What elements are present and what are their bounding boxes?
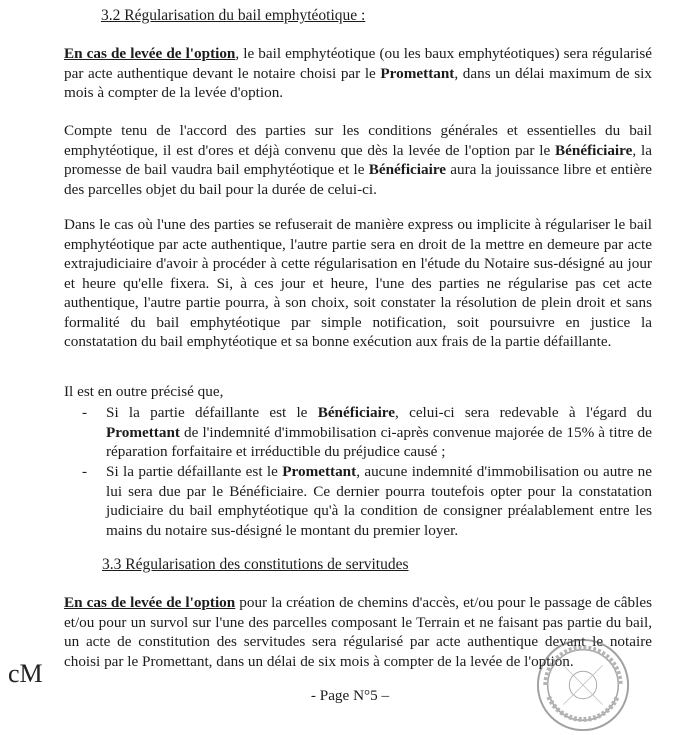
list-text: Si la partie défaillante est le	[106, 404, 318, 421]
page-number: - Page N°5 –	[310, 687, 390, 704]
lead-phrase: En cas de levée de l'option	[64, 45, 236, 62]
paragraph-levee-option	[64, 44, 652, 103]
list-item-text	[106, 403, 652, 462]
term-beneficiaire: Bénéficiaire	[368, 161, 447, 178]
list-text: Si la partie défaillante est le	[106, 463, 283, 480]
notary-stamp-icon	[534, 636, 632, 734]
bullet-dash: -	[82, 463, 88, 480]
list-text: de l'indemnité d'immobilisation ci-après convenue majorée de 15% à titre de réparation forfaitaire et irréductible du préjudice causé ;	[106, 423, 652, 460]
section-heading-3-2: 3.2 Régularisation du bail emphytéotique :	[101, 7, 366, 24]
list-item-text	[106, 462, 652, 540]
list-text: , aucune indemnité d'immobilisation ou autre ne lui sera due par le Bénéficiaire. Ce dernier pourra toutefois opter pour la constatation judiciaire du bail emphytéotique qu'à la condition de consigner préalablement entre les mains du notaire sus-désigné le montant du premier loyer.	[106, 463, 653, 539]
paragraph-text: aura la jouissance libre et entière des parcelles objet du bail pour la durée de celui-ci.	[64, 161, 652, 198]
paragraph-text: pour la création de chemins d'accès, et/ou pour le passage de câbles et/ou pour un survol sur l'une des parcelles composant le Terrain et ne faisant pas partie du bail, un acte de constitution des servitudes sera régularisé par acte authentique devant le notaire choisi par le Promettant, dans un délai de six mois à compter de la levée de l'option.	[64, 594, 652, 670]
paragraph-text: , la promesse de bail vaudra bail emphytéotique et le	[64, 141, 652, 178]
list-text: , celui-ci sera redevable à l'égard du	[395, 404, 652, 421]
section-heading-3-3: 3.3 Régularisation des constitutions de servitudes	[102, 556, 409, 573]
bullet-dash: -	[82, 404, 88, 421]
lead-phrase: En cas de levée de l'option	[64, 594, 236, 611]
handwritten-initials: cM	[8, 659, 43, 688]
paragraph-accord-parties	[64, 121, 652, 199]
term-promettant: Promettant	[106, 423, 180, 441]
term-beneficiaire: Bénéficiaire	[317, 404, 396, 421]
term-beneficiaire: Bénéficiaire	[555, 141, 633, 159]
term-promettant: Promettant	[380, 64, 455, 82]
paragraph-precise: Il est en outre précisé que,	[64, 383, 224, 400]
term-promettant: Promettant	[282, 463, 357, 480]
paragraph-text: , le bail emphytéotique (ou les baux emphytéotiques) sera régularisé par acte authentique devant le notaire choisi par le	[64, 45, 653, 82]
paragraph-refus-partie: Dans le cas où l'une des parties se refuserait de manière express ou implicite à régulariser le bail emphytéotique par acte authentique, l'autre partie sera en droit de la mettre en demeure par acte extrajudiciaire d'avoir à procéder à cette régularisation en l'étude du Notaire sus-désigné au jour et heure qu'elle fixera. Si, à ces jour et heure, l'une des parties ne régularise pas cet acte authentique, l'autre partie pourra, à son choix, soit constater la résolution de plein droit et sans formalité du bail emphytéotique par simple notification, soit poursuivre en justice la constatation du bail emphytéotique et sa bonne exécution aux frais de la partie défaillante.	[64, 216, 652, 350]
paragraph-text: , dans un délai maximum de six mois à compter de la levée d'option.	[64, 64, 652, 101]
paragraph-text: Compte tenu de l'accord des parties sur les conditions générales et essentielles du bail emphytéotique, il est d'ores et déjà convenu que dès la levée de l'option par le	[64, 122, 652, 159]
